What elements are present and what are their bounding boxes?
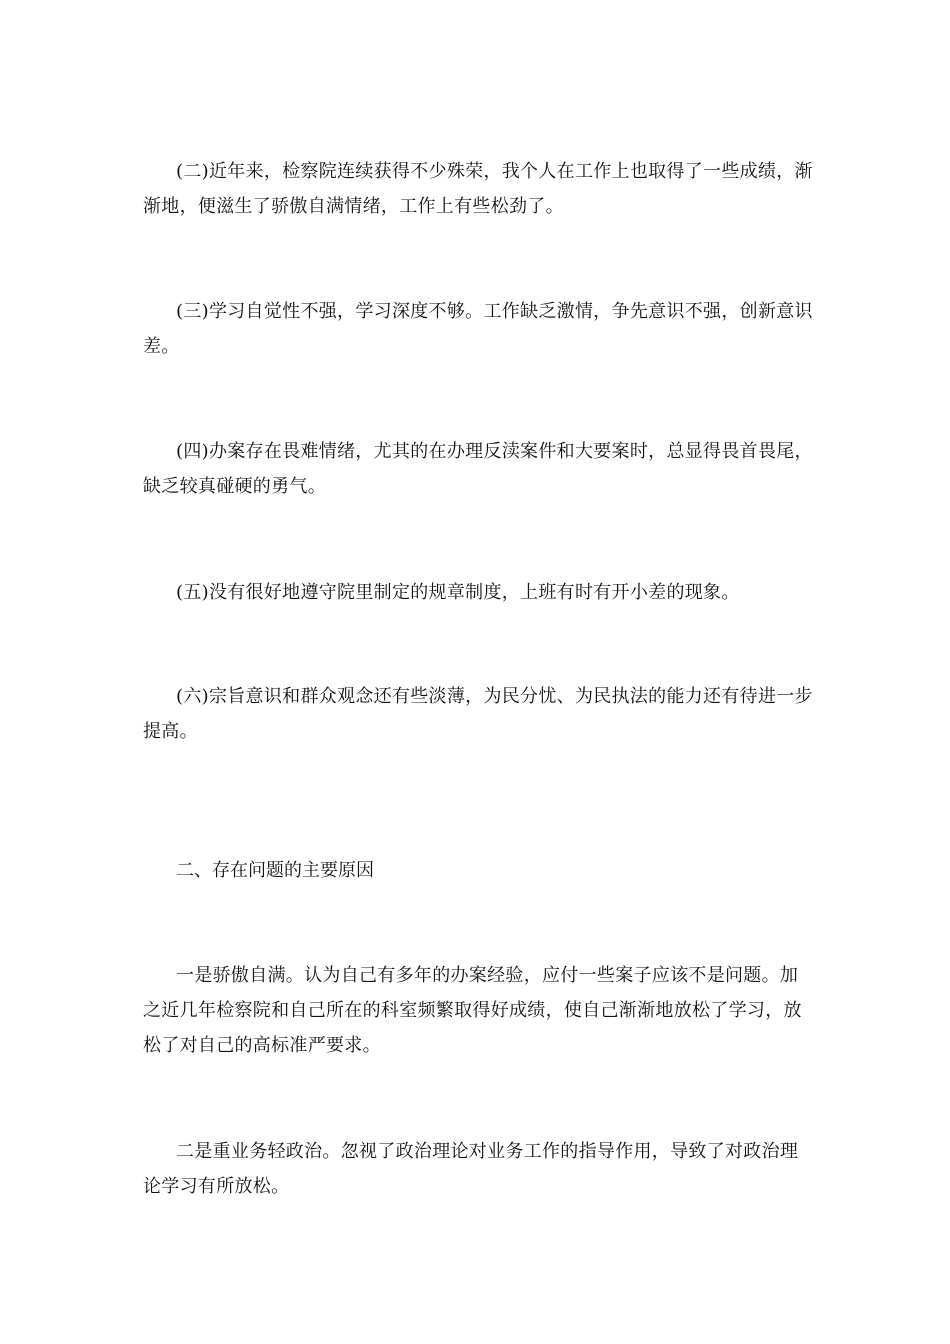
paragraph-item-5: (五)没有很好地遵守院里制定的规章制度，上班有时有开小差的现象。 <box>176 582 740 603</box>
reason-item-1: 一是骄傲自满。认为自己有多年的办案经验，应付一些案子应该不是问题。加之近几年检察院和自己所在的科室频繁取得好成绩，使自己渐渐地放松了学习，放松了对自己的高标准严要求。 <box>143 965 802 1056</box>
paragraph-item-6: (六)宗旨意识和群众观念还有些淡薄，为民分忧、为民执法的能力还有待进一步提高。 <box>143 686 813 742</box>
paragraph-item-2: (二)近年来，检察院连续获得不少殊荣，我个人在工作上也取得了一些成绩，渐渐地，便滋生了骄傲自满情绪，工作上有些松劲了。 <box>143 161 813 217</box>
reason-item-2: 二是重业务轻政治。忽视了政治理论对业务工作的指导作用，导致了对政治理论学习有所放松。 <box>143 1141 799 1197</box>
paragraph-item-3: (三)学习自觉性不强，学习深度不够。工作缺乏激情，争先意识不强，创新意识差。 <box>143 301 813 357</box>
paragraph-item-4: (四)办案存在畏难情绪，尤其的在办理反渎案件和大要案时，总显得畏首畏尾，缺乏较真碰硬的勇气。 <box>143 441 813 497</box>
section-heading: 二、存在问题的主要原因 <box>176 860 374 881</box>
